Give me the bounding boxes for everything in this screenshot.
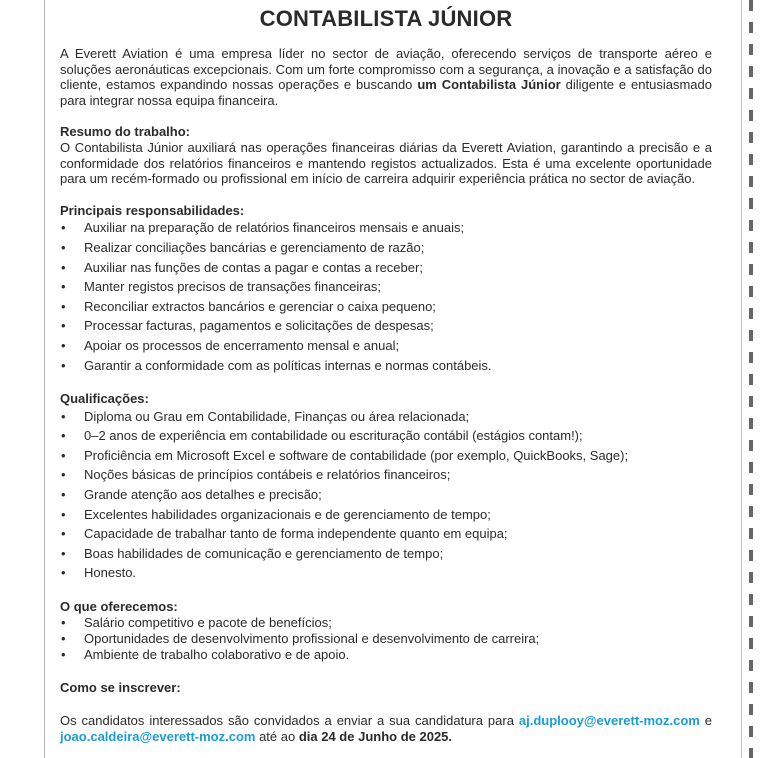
responsibilities-heading: Principais responsabilidades: xyxy=(60,202,245,218)
apply-text-and: e xyxy=(699,713,712,729)
list-item: • Auxiliar na preparação de relatórios financeiros mensais e anuais; xyxy=(60,218,712,238)
deadline-date: dia 24 de Junho de 2025. xyxy=(298,729,453,745)
dashed-cut-line xyxy=(749,0,753,758)
list-item: • Boas habilidades de comunicação e gerenciamento de tempo; xyxy=(60,544,712,564)
list-item: • Diploma ou Grau em Contabilidade, Finanças ou área relacionada; xyxy=(60,407,712,427)
list-item: • Processar facturas, pagamentos e solicitações de despesas; xyxy=(60,316,712,336)
email-link-duplooy[interactable]: aj.duplooy@everett-moz.com xyxy=(518,713,700,729)
email-link-caldeira[interactable]: joao.caldeira@everett-moz.com xyxy=(60,729,256,745)
list-item: • Manter registos precisos de transações financeiras; xyxy=(60,277,712,297)
list-item: • Realizar conciliações bancárias e gerenciamento de razão; xyxy=(60,238,712,258)
offer-heading: O que oferecemos: xyxy=(60,599,178,615)
summary-paragraph: O Contabilista Júnior auxiliará nas operações financeiras diárias da Everett Aviation, garantindo a precisão e a conformidade dos relatórios financeiros e mantendo registos actualizados. Esta é uma excelente oportunidade para um recém-formado ou profissional em início de carreira adquirir experiência prática no sector de aviação. xyxy=(60,139,712,187)
apply-text: Os candidatos interessados são convidados a enviar a sua candidatura para xyxy=(60,713,519,729)
summary-heading: Resumo do trabalho: xyxy=(60,124,191,140)
job-posting-document xyxy=(60,0,712,745)
list-item: • Proficiência em Microsoft Excel e software de contabilidade (por exemplo, QuickBooks, Sage); xyxy=(60,446,712,466)
list-item: • Ambiente de trabalho colaborativo e de apoio. xyxy=(60,647,712,663)
left-margin-line xyxy=(44,0,45,758)
intro-text-end: diligente e entusiasmado para integrar nossa equipa financeira. xyxy=(60,77,712,108)
qualifications-heading: Qualificações: xyxy=(60,391,149,407)
list-item: • 0–2 anos de experiência em contabilidade ou escrituração contábil (estágios contam!); xyxy=(60,426,712,446)
intro-bold-role: um Contabilista Júnior xyxy=(417,77,561,93)
list-item: • Salário competitivo e pacote de benefícios; xyxy=(60,615,712,631)
intro-text: A Everett Aviation é uma empresa líder no sector de aviação, oferecendo serviços de transporte aéreo e soluções aeronáuticas excepcionais. Com um forte compromisso com a segurança, a inovação e a satisfação do cliente, estamos expandindo nossas operações e buscando xyxy=(60,46,712,93)
document-title: CONTABILISTA JÚNIOR xyxy=(259,6,513,31)
list-item: • Capacidade de trabalhar tanto de forma independente quanto em equipa; xyxy=(60,524,712,544)
list-item: • Excelentes habilidades organizacionais e de gerenciamento de tempo; xyxy=(60,505,712,525)
list-item: • Honesto. xyxy=(60,563,712,583)
right-margin-line xyxy=(741,0,742,758)
list-item: • Noções básicas de princípios contábeis e relatórios financeiros; xyxy=(60,465,712,485)
list-item: • Oportunidades de desenvolvimento profissional e desenvolvimento de carreira; xyxy=(60,631,712,647)
apply-text-until: até ao xyxy=(255,729,299,745)
apply-heading: Como se inscrever: xyxy=(60,679,181,695)
list-item: • Auxiliar nas funções de contas a pagar e contas a receber; xyxy=(60,258,712,278)
responsibilities-list xyxy=(60,218,712,375)
apply-paragraph xyxy=(60,713,712,744)
list-item: • Garantir a conformidade com as políticas internas e normas contábeis. xyxy=(60,356,712,376)
list-item: • Grande atenção aos detalhes e precisão; xyxy=(60,485,712,505)
intro-paragraph xyxy=(60,46,712,108)
list-item: • Apoiar os processos de encerramento mensal e anual; xyxy=(60,336,712,356)
qualifications-list xyxy=(60,407,712,583)
offer-list xyxy=(60,615,712,664)
list-item: • Reconciliar extractos bancários e gerenciar o caixa pequeno; xyxy=(60,297,712,317)
